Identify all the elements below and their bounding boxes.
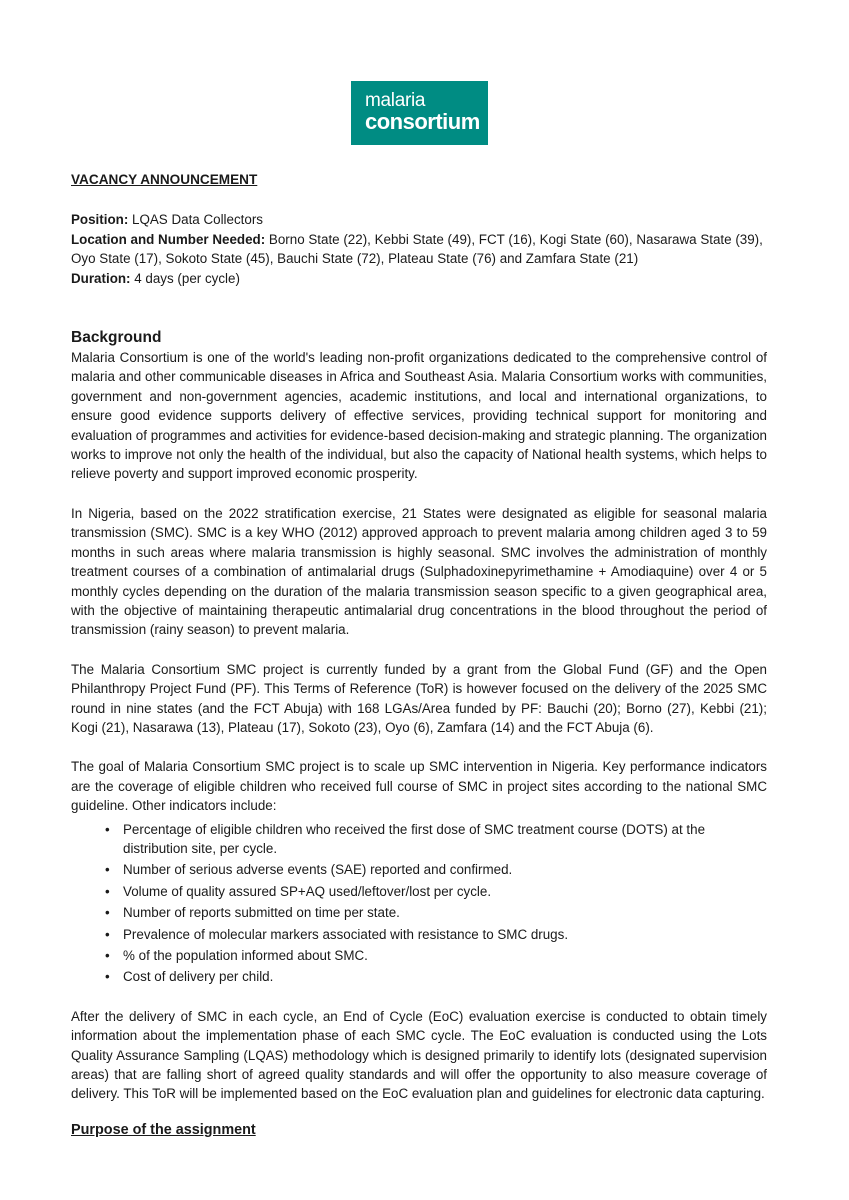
position-label: Position:: [71, 212, 129, 228]
list-item-text: Number of serious adverse events (SAE) reported and confirmed.: [123, 862, 513, 878]
bullet-icon: •: [105, 862, 110, 878]
position-value: LQAS Data Collectors: [128, 212, 263, 228]
location-value: Borno State (22), Kebbi State (49), FCT (16), Kogi State (60), Nasarawa State (39), Oyo State (17), Sokoto State (45), Bauchi State (72), Plateau State (76) and Zamfara State (21): [71, 231, 763, 267]
duration-line: [71, 269, 767, 288]
position-line: [71, 210, 767, 229]
list-item-text: % of the population informed about SMC.: [123, 948, 368, 963]
bullet-icon: •: [105, 948, 110, 963]
purpose-heading: Purpose of the assignment: [71, 1121, 256, 1138]
announcement-title: VACANCY ANNOUNCEMENT: [71, 172, 258, 187]
paragraph-goal: The goal of Malaria Consortium SMC project is to scale up SMC intervention in Nigeria. Key performance indicators are the coverage of eligible children who received full course of SMC in project sites according to the national SMC guideline. Other indicators include:: [71, 759, 767, 814]
indicator-list: [71, 820, 767, 987]
list-item: [71, 820, 767, 859]
duration-label: Duration:: [71, 270, 131, 286]
location-line: [71, 230, 767, 269]
document-body: [71, 170, 767, 1140]
list-item-text: Prevalence of molecular markers associated with resistance to SMC drugs.: [123, 926, 569, 942]
bullet-icon: •: [105, 905, 110, 921]
list-item: [71, 925, 767, 944]
list-item: [71, 882, 767, 901]
paragraph-organization: Malaria Consortium is one of the world's leading non-profit organizations dedicated to the comprehensive control of malaria and other communicable diseases in Africa and Southeast Asia. Malaria Consortium works with communities, government and non-government agencies, academic institutions, and local and international organizations, to ensure good evidence supports delivery of effective services, providing technical support for monitoring and evaluation of programmes and activities for evidence-based decision-making and strategic planning. The organization works to improve not only the health of the individual, but also the capacity of National health systems, which helps to relieve poverty and support improved economic prosperity.: [71, 350, 767, 482]
list-item: [71, 860, 767, 879]
list-item-text: Volume of quality assured SP+AQ used/leftover/lost per cycle.: [123, 883, 492, 899]
malaria-consortium-logo: [351, 81, 488, 145]
duration-value: 4 days (per cycle): [130, 270, 240, 286]
paragraph-funding: The Malaria Consortium SMC project is currently funded by a grant from the Global Fund (GF) and the Open Philanthropy Project Fund (PF). This Terms of Reference (ToR) is however focused on the delivery of the 2025 SMC round in nine states (and the FCT Abuja) with 168 LGAs/Area funded by PF: Bauchi (20); Borno (27), Kebbi (21); Kogi (21), Nasarawa (13), Plateau (17), Sokoto (23), Oyo (6), Zamfara (14) and the FCT Abuja (6).: [71, 661, 767, 735]
list-item: [71, 903, 767, 922]
list-item: [71, 946, 767, 965]
list-item: [71, 967, 767, 986]
bullet-icon: •: [105, 969, 110, 985]
paragraph-nigeria-smc: In Nigeria, based on the 2022 stratification exercise, 21 States were designated as eligible for seasonal malaria transmission (SMC). SMC is a key WHO (2012) approved approach to prevent malaria among children aged 3 to 59 months in such areas where malaria transmission is highly seasonal. SMC involves the administration of monthly treatment courses of a combination of antimalarial drugs (Sulphadoxinepyrimethamine + Amodiaquine) over 4 or 5 monthly cycles depending on the duration of the malaria transmission season specific to a given geographical area, with the objective of maintaining therapeutic antimalarial drug concentrations in the blood throughout the period of transmission (rainy season) to prevent malaria.: [71, 505, 767, 638]
bullet-icon: •: [105, 926, 110, 942]
list-item-text: Percentage of eligible children who received the first dose of SMC treatment course (DOTS) at the distribution site, per cycle.: [123, 821, 706, 856]
list-item-text: Number of reports submitted on time per state.: [123, 905, 400, 921]
location-label: Location and Number Needed:: [71, 231, 266, 247]
background-heading: Background: [71, 329, 162, 347]
paragraph-eoc-evaluation: After the delivery of SMC in each cycle, an End of Cycle (EoC) evaluation exercise is conducted to obtain timely information about the implementation phase of each SMC cycle. The EoC evaluation is conducted using the Lots Quality Assurance Sampling (LQAS) methodology which is designed primarily to identify lots (designated supervision areas) that are falling short of agreed quality standards and will offer the opportunity to also measure coverage of delivery. This ToR will be implemented based on the EoC evaluation plan and guidelines for electronic data capturing.: [71, 1008, 767, 1102]
bullet-icon: •: [105, 821, 110, 837]
list-item-text: Cost of delivery per child.: [123, 969, 274, 985]
logo-line-1: malaria: [365, 90, 426, 111]
bullet-icon: •: [105, 883, 110, 899]
logo-line-2: consortium: [365, 109, 480, 134]
position-details: [71, 210, 767, 288]
